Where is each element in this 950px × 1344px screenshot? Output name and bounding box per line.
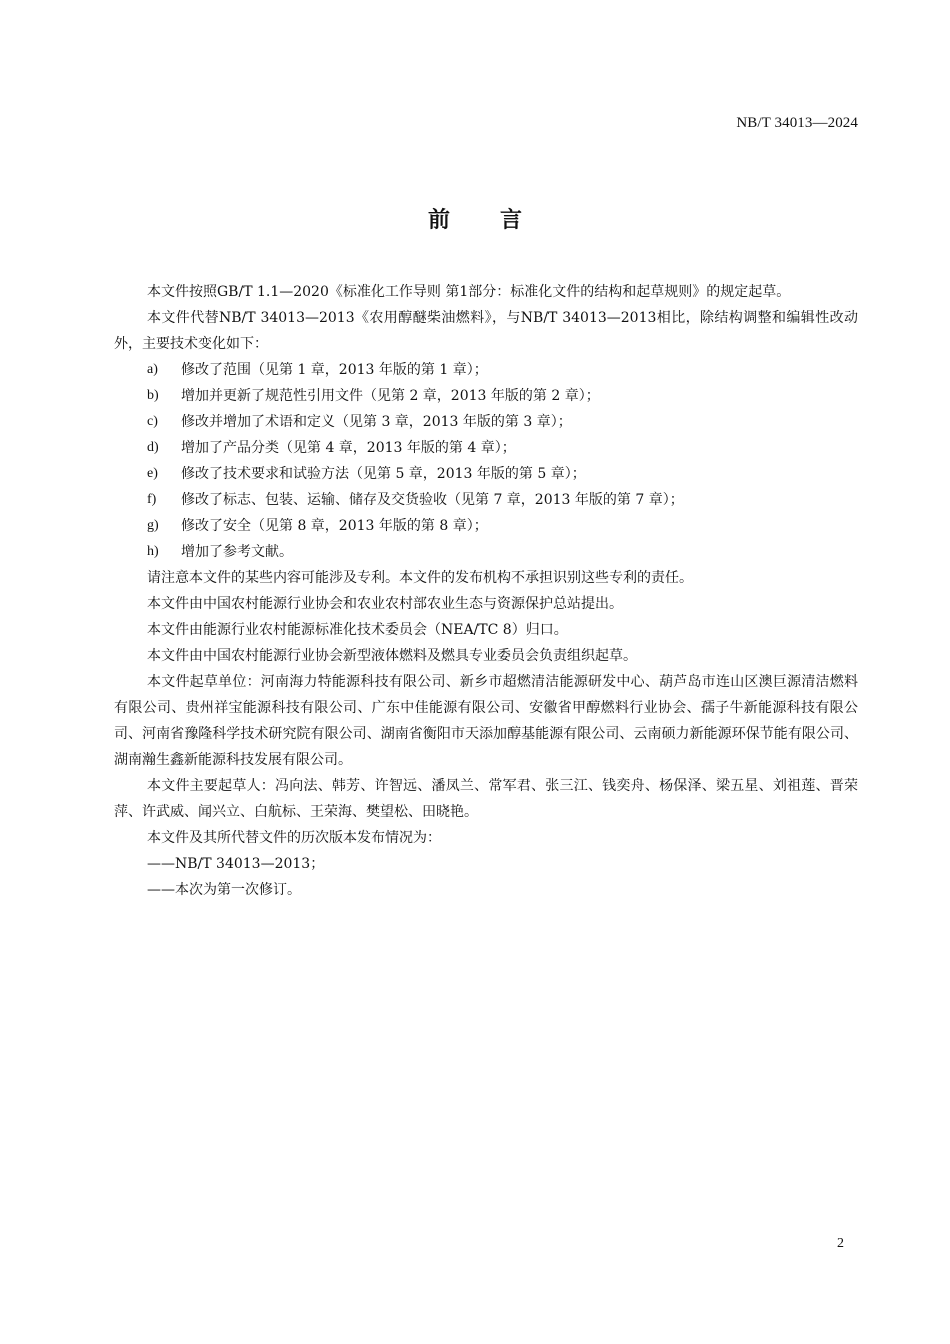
foreword-body <box>114 279 858 903</box>
list-marker: d) <box>147 440 159 455</box>
list-item-text: 修改了范围（见第 1 章，2013 年版的第 1 章）； <box>181 362 488 378</box>
drafting-units-statement: 本文件起草单位：河南海力特能源科技有限公司、新乡市超燃清洁能源研发中心、葫芦岛市连山区澳巨源清洁燃料有限公司、贵州祥宝能源科技有限公司、广东中佳能源有限公司、安徽省甲醇燃料行业协会、孺子牛新能源科技有限公司、河南省豫隆科学技术研究院有限公司、湖南省衡阳市天添加醇基能源有限公司、云南硕力新能源环保节能有限公司、湖南瀚生鑫新能源科技发展有限公司。 <box>114 674 858 768</box>
patent-statement: 请注意本文件的某些内容可能涉及专利。本文件的发布机构不承担识别这些专利的责任。 <box>147 570 693 586</box>
intro-paragraph-drafting-rules: 本文件按照GB/T 1.1—2020《标准化工作导则 第1部分：标准化文件的结构和起草规则》的规定起草。 <box>147 284 791 300</box>
list-item-text: 修改了标志、包装、运输、储存及交货验收（见第 7 章，2013 年版的第 7 章）； <box>181 492 684 508</box>
list-item <box>114 487 858 513</box>
list-marker: g) <box>147 518 159 533</box>
list-item <box>114 435 858 461</box>
list-item-text: 修改并增加了术语和定义（见第 3 章，2013 年版的第 3 章）； <box>181 414 572 430</box>
intro-paragraph-replacement: 本文件代替NB/T 34013—2013《农用醇醚柴油燃料》，与NB/T 34013—2013相比，除结构调整和编辑性改动外，主要技术变化如下： <box>114 310 858 352</box>
committee-statement: 本文件由能源行业农村能源标准化技术委员会（NEA/TC 8）归口。 <box>147 622 568 638</box>
changes-list <box>114 357 858 565</box>
version-history-item: ——NB/T 34013—2013； <box>147 856 325 872</box>
list-item-text: 增加并更新了规范性引用文件（见第 2 章，2013 年版的第 2 章）； <box>181 388 600 404</box>
list-item <box>114 383 858 409</box>
list-marker: e) <box>147 466 158 481</box>
list-item-text: 修改了技术要求和试验方法（见第 5 章，2013 年版的第 5 章）； <box>181 466 586 482</box>
list-marker: f) <box>147 492 157 507</box>
proposer-statement: 本文件由中国农村能源行业协会和农业农村部农业生态与资源保护总站提出。 <box>147 596 623 612</box>
list-marker: b) <box>147 388 159 403</box>
version-history-statement: 本文件及其所代替文件的历次版本发布情况为： <box>147 830 441 846</box>
list-item-text: 修改了安全（见第 8 章，2013 年版的第 8 章）； <box>181 518 488 534</box>
version-history-item: ——本次为第一次修订。 <box>147 882 301 898</box>
list-item <box>114 513 858 539</box>
list-item <box>114 357 858 383</box>
list-marker: h) <box>147 544 159 559</box>
organizer-statement: 本文件由中国农村能源行业协会新型液体燃料及燃具专业委员会负责组织起草。 <box>147 648 637 664</box>
list-item <box>114 461 858 487</box>
list-item-text: 增加了参考文献。 <box>181 544 293 560</box>
list-item <box>114 539 858 565</box>
list-item <box>114 409 858 435</box>
document-code: NB/T 34013—2024 <box>736 115 858 131</box>
page-title: 前言 <box>427 208 572 233</box>
drafters-statement: 本文件主要起草人：冯向法、韩芳、许智远、潘凤兰、常军君、张三江、钱奕舟、杨保泽、梁五星、刘祖莲、晋荣萍、许武威、闻兴立、白航标、王荣海、樊望松、田晓艳。 <box>114 778 858 820</box>
page-number: 2 <box>837 1236 844 1251</box>
list-marker: c) <box>147 414 158 429</box>
list-item-text: 增加了产品分类（见第 4 章，2013 年版的第 4 章）； <box>181 440 516 456</box>
list-marker: a) <box>147 362 158 377</box>
